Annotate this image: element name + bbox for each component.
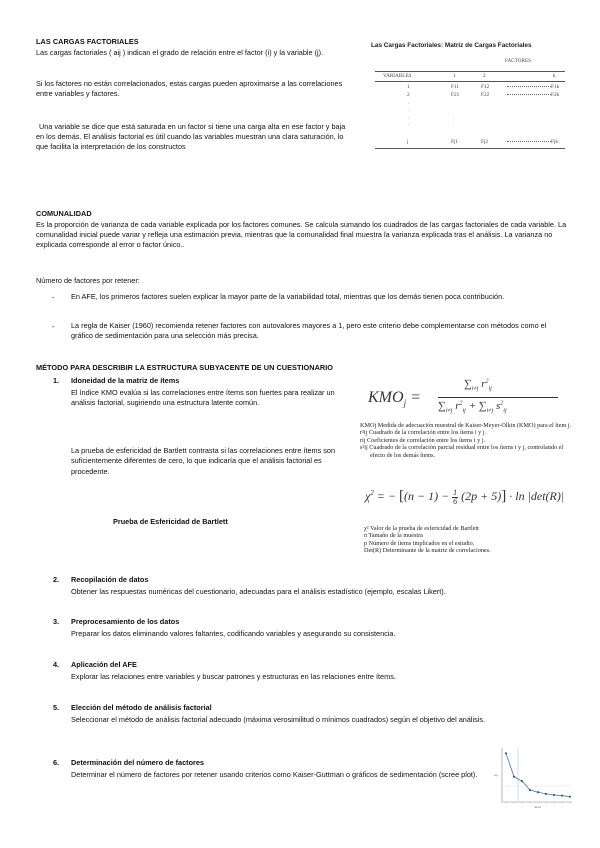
cargas-title: LAS CARGAS FACTORIALES bbox=[36, 37, 139, 46]
row-var: 1 bbox=[407, 84, 410, 90]
row-var: 2 bbox=[407, 92, 410, 98]
cell: F21 bbox=[451, 92, 460, 98]
step-4-title: Aplicación del AFE bbox=[71, 660, 137, 669]
scree-point bbox=[513, 776, 515, 778]
scree-point bbox=[553, 794, 555, 796]
cell: F11 bbox=[451, 84, 460, 90]
step-4-text: Explorar las relaciones entre variables y buscar patrones y estructuras en las relaciones entre ítems. bbox=[71, 672, 396, 681]
matrix-top-rule bbox=[375, 71, 565, 72]
step-6-title: Determinación del número de factores bbox=[71, 758, 205, 767]
cell: F22 bbox=[481, 92, 490, 98]
scree-plot bbox=[492, 744, 574, 810]
scree-point bbox=[537, 791, 539, 793]
bartlett-caption: Prueba de Esfericidad de Bartlett bbox=[113, 517, 228, 526]
cargas-p1: Las cargas factoriales ( aij ) indican el grado de relación entre el factor (i) y la variable (j). bbox=[36, 48, 324, 57]
step-3-text: Preparar los datos eliminando valores faltantes, codificando variables y asegurando su consistencia. bbox=[71, 629, 396, 638]
vertical-dots: . . . . bbox=[408, 101, 410, 127]
step-2-text: Obtener las respuestas numéricas del cuestionario, adecuadas para el análisis estadístico (ejemplo, escalas Likert). bbox=[71, 587, 446, 596]
bartlett-legend-item: n Tamaño de la muestra bbox=[364, 532, 423, 540]
step-2-title: Recopilación de datos bbox=[71, 575, 149, 584]
step-3-title: Preprocesamiento de los datos bbox=[71, 617, 180, 626]
step-number: 3. bbox=[53, 617, 60, 626]
kmo-legend-item: r²ij Cuadrado de la correlación entre los ítems i y j. bbox=[360, 429, 487, 437]
matrix-title: Las Cargas Factoriales: Matriz de Cargas Factoriales bbox=[371, 42, 532, 49]
bartlett-legend bbox=[364, 525, 574, 555]
cargas-p3: Una variable se dice que está saturada en un factor si tiene una carga alta en ese factor y baja en los demás. El análisis factorial es útil cuando las variables muestran una clara saturación, lo que facilita la interpretación de los constructos bbox=[36, 122, 346, 152]
step-number: 6. bbox=[53, 758, 60, 767]
bartlett-legend-item: p Número de ítems implicados en el estudio. bbox=[364, 539, 475, 547]
step-number: 1. bbox=[53, 376, 60, 385]
scree-line bbox=[506, 753, 570, 796]
cell: Fj1 bbox=[451, 139, 459, 145]
step-1-text: El índice KMO evalúa si las correlaciones entre ítems son fuertes para realizar un análisis factorial, sugiriendo una estructura latente común. bbox=[71, 388, 335, 408]
scree-point bbox=[561, 794, 563, 796]
step-number: 2. bbox=[53, 575, 60, 584]
cargas-p2: Si los factores no están correlacionados, estas cargas pueden aproximarse a las correlaciones entre variables y factores. bbox=[36, 79, 343, 99]
cell: F2k bbox=[551, 92, 560, 98]
step-1-title: Idoneidad de la matriz de ítems bbox=[71, 376, 180, 385]
step-5-text: Seleccionar el método de análisis factorial adecuado (máxima verosimilitud o mínimos cuadrados) según el objetivo del análisis. bbox=[71, 715, 486, 724]
scree-x-label: factor bbox=[534, 805, 542, 809]
scree-point bbox=[545, 793, 547, 795]
step-number: 5. bbox=[53, 703, 60, 712]
cell: Fj2 bbox=[481, 139, 489, 145]
kmo-legend bbox=[360, 422, 575, 459]
comunalidad-title: COMUNALIDAD bbox=[36, 209, 92, 218]
bartlett-legend-item: Det(R) Determinante de la matriz de correlaciones. bbox=[364, 547, 491, 555]
vertical-dots: . . bbox=[453, 115, 455, 127]
metodo-title: MÉTODO PARA DESCRIBIR LA ESTRUCTURA SUBYACENTE DE UN CUESTIONARIO bbox=[36, 363, 334, 372]
bartlett-legend-item: χ² Valor de la prueba de esfericidad de Bartlett bbox=[364, 525, 479, 532]
bullet-dash: - bbox=[52, 322, 55, 331]
matrix-header-rule bbox=[375, 81, 565, 82]
variables-label: VARIABLES bbox=[383, 73, 412, 79]
bullet-dash: - bbox=[52, 293, 55, 302]
kmo-legend-item: rij Coeficientes de correlación entre los ítems i y j. bbox=[360, 436, 486, 444]
comunalidad-text: Es la proporción de varianza de cada variable explicada por los factores comunes. Se calcula sumando los cuadrados de las cargas factoriales de cada variable. La comunalidad inicial puede variar y refleja una estimación previa, mientras que la comunalidad final muestra la varianza explicada tras el análisis. La varianza no explicada corresponde al error o factor único.. bbox=[36, 220, 567, 250]
step-number: 4. bbox=[53, 660, 60, 669]
step-6-text: Determinar el número de factores por retener usando criterios como Kaiser-Guttman o gráficos de sedimentación (scree plot). bbox=[71, 770, 478, 779]
step-5-title: Elección del método de análisis factorial bbox=[71, 703, 212, 712]
col-header-k: k bbox=[553, 73, 556, 79]
matrix-bottom-rule bbox=[375, 148, 565, 149]
bartlett-formula: $\chi^2$ = − [(n − 1) − $\frac{1}{6}$ (2p + 5)] · ln |det(R)| bbox=[365, 487, 565, 506]
kmo-legend-item: s²ij Cuadrado de la correlación parcial residual entre los ítems i y j, controlando el efecto de los demás ítems. bbox=[360, 444, 564, 459]
step-1-text2: La prueba de esfericidad de Bartlett contrasta si las correlaciones entre ítems son suficientemente diferentes de cero, lo que indicaría que el análisis factorial es procedente. bbox=[71, 446, 336, 476]
dots bbox=[507, 94, 551, 95]
cell: F12 bbox=[481, 84, 490, 90]
dots bbox=[507, 141, 551, 142]
scree-point bbox=[569, 796, 571, 798]
kmo-legend-item: KMOj Medida de adecuación muestral de Kaiser-Meyer-Olkin (KMO) para el ítem j. bbox=[360, 422, 572, 429]
scree-point bbox=[529, 789, 531, 791]
cell: F1k bbox=[551, 84, 560, 90]
loading-matrix-figure bbox=[371, 42, 571, 145]
dots bbox=[507, 86, 551, 87]
col-header-1: 1 bbox=[453, 73, 456, 79]
kmo-formula: $KMO_j$ = $\sum_{i\ne j}$ $r^2_{ij}$ $\sum_{i\ne j}$ $r^2_{ij} + \sum_{i\ne j}$ $s^2_{ij}$ bbox=[368, 378, 568, 418]
row-var: j bbox=[407, 139, 409, 145]
scree-y-label: eig. bbox=[494, 773, 499, 777]
scree-point bbox=[505, 752, 507, 754]
num-factores-bullet-1: En AFE, los primeros factores suelen explicar la mayor parte de la variabilidad total, mientras que los demás tienen poca contribución. bbox=[71, 292, 505, 301]
col-header-2: 2 bbox=[483, 73, 486, 79]
scree-point bbox=[521, 780, 523, 782]
factores-label: FACTORES bbox=[505, 58, 532, 64]
cell: Fjk bbox=[551, 139, 559, 145]
num-factores-title: Número de factores por retener: bbox=[36, 276, 140, 285]
num-factores-bullet-2: La regla de Kaiser (1960) recomienda retener factores con autovalores mayores a 1, pero este criterio debe complementarse con métodos como el gráfico de sedimentación para una selección más precisa. bbox=[71, 321, 547, 341]
